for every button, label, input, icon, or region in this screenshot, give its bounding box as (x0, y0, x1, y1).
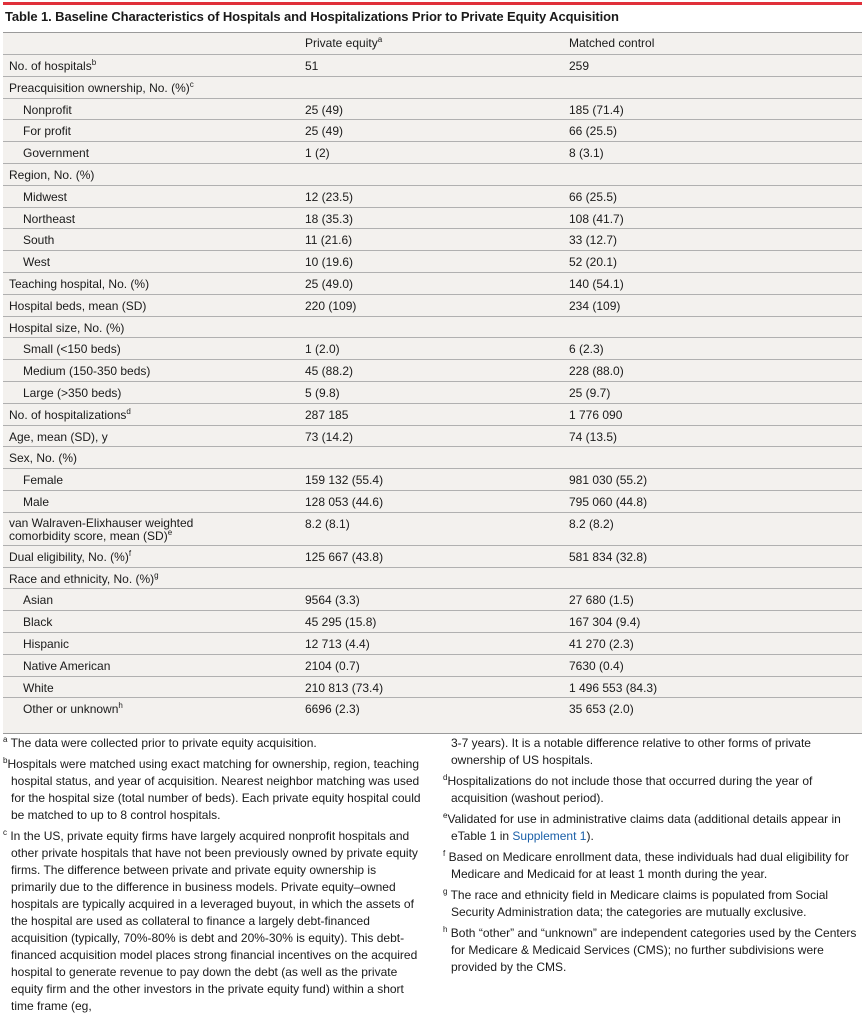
private-equity-value: 9564 (3.3) (305, 593, 360, 608)
row-label-text: Female (23, 473, 64, 488)
private-equity-value: 25 (49.0) (305, 277, 354, 291)
matched-control-value: 1 496 553 (84.3) (569, 680, 658, 695)
matched-control-value: 1 776 090 (569, 407, 623, 422)
row-label (23, 212, 75, 226)
private-equity-value: 159 132 (55.4) (305, 473, 384, 488)
private-equity-value: 287 185 (305, 407, 349, 422)
row-label (9, 59, 96, 73)
row-label (23, 364, 150, 378)
row-label-text: Government (23, 146, 90, 161)
row-label (9, 408, 131, 422)
row-label (9, 277, 149, 291)
title-rule (3, 2, 862, 5)
row-label (23, 495, 49, 509)
matched-control-value: 185 (71.4) (569, 102, 624, 117)
private-equity-value: 8.2 (8.1) (305, 516, 350, 531)
footnotes-left (3, 735, 421, 1019)
matched-control-value: 581 834 (32.8) (569, 549, 648, 564)
row-label (23, 146, 89, 160)
table-row (3, 403, 862, 425)
private-equity-value: 73 (14.2) (305, 429, 354, 444)
matched-control-value: 8 (3.1) (569, 146, 604, 161)
row-label (9, 168, 94, 182)
footnote-h: $^h$ Both “other” and “unknown” are independent categories used by the Centers for Medicare & Medicaid Services (CMS); no further subdivisions were provided by the CMS. (443, 925, 857, 974)
table-row (3, 468, 862, 490)
row-label-text: Hospital beds, mean (SD) (9, 298, 147, 313)
table-row (3, 119, 862, 141)
footnote-b: $^b$Hospitals were matched using exact matching for ownership, region, teaching hospital status, and year of acquisition. Nearest neighbor matching was used for the hospital size (total number of beds). Each private equity hospital could be matched to up to 8 control hospitals. (3, 756, 421, 822)
footnote-marker: c (189, 79, 194, 89)
table-row (3, 446, 862, 468)
private-equity-value: 45 (88.2) (305, 364, 354, 379)
footnote-c-continued: 3-7 years). It is a notable difference relative to other forms of private ownership of US hospitals. (451, 736, 811, 767)
row-label-text: Age, mean (SD), y (9, 429, 108, 444)
footnote-f: $^f$ Based on Medicare enrollment data, these individuals had dual eligibility for Medicare and Medicaid for at least 1 month during the year. (443, 849, 849, 881)
table-row (3, 654, 862, 676)
table-row (3, 490, 862, 512)
row-label (9, 430, 108, 444)
row-label-text: West (23, 255, 51, 270)
row-label (23, 342, 121, 356)
private-equity-value: 125 667 (43.8) (305, 549, 384, 564)
row-label (9, 299, 146, 313)
matched-control-value: 167 304 (9.4) (569, 615, 641, 630)
private-equity-value: 25 (49) (305, 124, 344, 139)
footnote-e: $^e$Validated for use in administrative claims data (additional details appear in eTable 1 in Supplement 1). (443, 811, 841, 843)
table-row (3, 567, 862, 589)
row-label-text: Race and ethnicity, No. (%) (9, 571, 155, 586)
matched-control-value: 6 (2.3) (569, 342, 604, 357)
row-label-text: For profit (23, 124, 72, 139)
footnote-d: $^d$Hospitalizations do not include those that occurred during the year of acquisition (washout period). (443, 773, 813, 805)
private-equity-value: 210 813 (73.4) (305, 680, 384, 695)
row-label-text: Black (23, 615, 53, 630)
matched-control-value: 66 (25.5) (569, 189, 618, 204)
row-label (23, 233, 54, 247)
footnote-marker: b (91, 58, 97, 67)
private-equity-value: 11 (21.6) (305, 233, 353, 248)
private-equity-value: 10 (19.6) (305, 255, 354, 270)
row-label-text: Large (>350 beds) (23, 386, 122, 400)
table-row (3, 316, 862, 338)
table-row (3, 337, 862, 359)
row-label (9, 321, 124, 335)
table-row (3, 207, 862, 229)
private-equity-value: 5 (9.8) (305, 386, 340, 400)
matched-control-value: 234 (109) (569, 298, 621, 313)
matched-control-value: 35 653 (2.0) (569, 702, 634, 717)
matched-control-value: 25 (9.7) (569, 386, 611, 400)
table-row (3, 228, 862, 250)
private-equity-value: 12 (23.5) (305, 189, 354, 204)
row-label-text: Region, No. (%) (9, 168, 95, 182)
footnote-marker: h (118, 701, 123, 711)
row-label-text: White (23, 680, 54, 695)
row-label (23, 255, 50, 269)
table-row (3, 272, 862, 294)
table-row (3, 54, 862, 76)
matched-control-value: 8.2 (8.2) (569, 516, 614, 531)
table-row (3, 141, 862, 163)
table-row (3, 676, 862, 698)
table-row (3, 294, 862, 316)
row-label (23, 190, 67, 204)
row-label-text: Sex, No. (%) (9, 451, 78, 466)
footnote-c: $^c$ In the US, private equity firms have largely acquired nonprofit hospitals and other private hospitals that have not been previously owned by private equity firms. The difference between private and private equity ownership is primarily due to the difference in business models. Private equity–owned hospitals are typically acquired in a leveraged buyout, in which the assets of the hospital are used as collateral to finance a largely debt-financed acquisition (typically, 70%-80% is debt and 20%-30% is equity). This debt-financed acquisition model places strong financial incentives on the acquired hospital to generate revenue to pay down the debt (as well as the private equity firm and the other investors in the private equity fund) within a short time frame (eg, (3, 828, 418, 1013)
matched-control-value: 66 (25.5) (569, 124, 618, 139)
row-label (23, 103, 72, 117)
row-label-text: Dual eligibility, No. (%) (9, 549, 129, 564)
private-equity-value: 45 295 (15.8) (305, 615, 377, 630)
row-label-text: Asian (23, 593, 54, 608)
row-label (23, 702, 123, 716)
row-label-text: Small (<150 beds) (23, 342, 121, 357)
private-equity-value: 1 (2.0) (305, 342, 340, 357)
matched-control-value: 7630 (0.4) (569, 658, 624, 673)
row-label-text: Male (23, 495, 50, 509)
row-label-text: Native American (23, 658, 111, 673)
row-label-text: Northeast (23, 211, 76, 226)
row-label-text: Nonprofit (23, 102, 72, 117)
footnote-marker: g (154, 570, 159, 580)
row-label (23, 473, 63, 487)
footnote-marker: f (128, 548, 132, 558)
table-row (3, 359, 862, 381)
table-row (3, 76, 862, 98)
row-label (9, 550, 131, 564)
row-label-text: Preacquisition ownership, No. (%) (9, 80, 190, 95)
row-label (23, 386, 121, 400)
matched-control-value: 259 (569, 59, 590, 73)
row-label-text: Medium (150-350 beds) (23, 364, 151, 379)
matched-control-value: 33 (12.7) (569, 233, 618, 248)
private-equity-value: 25 (49) (305, 102, 344, 117)
matched-control-value: 981 030 (55.2) (569, 473, 648, 488)
private-equity-value: 220 (109) (305, 298, 357, 313)
table-row (3, 250, 862, 272)
table-row (3, 425, 862, 447)
row-label-text: South (23, 233, 55, 248)
footnotes-right (443, 735, 861, 980)
row-label (23, 615, 52, 629)
row-label-text: Other or unknown (23, 702, 119, 717)
row-label (23, 681, 54, 695)
matched-control-value: 140 (54.1) (569, 277, 624, 291)
private-equity-value: 2104 (0.7) (305, 658, 360, 673)
row-label (9, 81, 194, 95)
table-row (3, 381, 862, 403)
row-label-text: No. of hospitalizations (9, 407, 127, 422)
matched-control-value: 74 (13.5) (569, 429, 618, 444)
row-label-text: Midwest (23, 189, 68, 204)
table-row (3, 610, 862, 632)
row-label-text: No. of hospitals (9, 59, 92, 73)
row-label-text: Hospital size, No. (%) (9, 320, 125, 335)
matched-control-value: 228 (88.0) (569, 364, 624, 379)
table-row (3, 185, 862, 207)
row-label (23, 124, 71, 138)
column-header-matched-control: Matched control (569, 36, 655, 50)
table-row (3, 632, 862, 654)
row-label (23, 593, 53, 607)
private-equity-value: 18 (35.3) (305, 211, 354, 226)
matched-control-value: 795 060 (44.8) (569, 495, 648, 509)
table-row (3, 588, 862, 610)
table-row (3, 163, 862, 185)
row-label (23, 659, 110, 673)
private-equity-value: 12 713 (4.4) (305, 637, 370, 651)
supplement-link[interactable]: Supplement 1 (512, 829, 587, 843)
row-label (9, 517, 209, 543)
matched-control-value: 41 270 (2.3) (569, 637, 634, 651)
matched-control-value: 52 (20.1) (569, 255, 618, 270)
private-equity-value: 51 (305, 59, 319, 73)
row-label-text: Hispanic (23, 637, 70, 651)
private-equity-value: 1 (2) (305, 146, 330, 161)
footnote-marker: d (126, 406, 131, 416)
row-label-text: van Walraven-Elixhauser weighted comorbidity score, mean (SD) (9, 515, 194, 543)
table-row (3, 545, 862, 567)
matched-control-value: 108 (41.7) (569, 211, 624, 226)
row-label (9, 572, 159, 586)
footnote-a: $^a$ The data were collected prior to private equity acquisition. (3, 735, 317, 750)
row-label (9, 451, 77, 465)
private-equity-value: 128 053 (44.6) (305, 495, 384, 509)
footnote-g: $^g$ The race and ethnicity field in Medicare claims is populated from Social Security Administration data; the categories are mutually exclusive. (443, 887, 829, 919)
row-label (23, 637, 69, 651)
footnote-marker: e (167, 527, 173, 537)
row-label-text: Teaching hospital, No. (%) (9, 277, 150, 291)
column-header-private-equity: Private equity$^a$ (305, 35, 383, 50)
table-row (3, 98, 862, 120)
table-title: Table 1. Baseline Characteristics of Hospitals and Hospitalizations Prior to Private Equity Acquisition (5, 9, 619, 24)
matched-control-value: 27 680 (1.5) (569, 593, 634, 608)
table-row (3, 512, 862, 545)
private-equity-value: 6696 (2.3) (305, 702, 360, 717)
table-row (3, 697, 862, 719)
characteristics-table (3, 32, 862, 734)
